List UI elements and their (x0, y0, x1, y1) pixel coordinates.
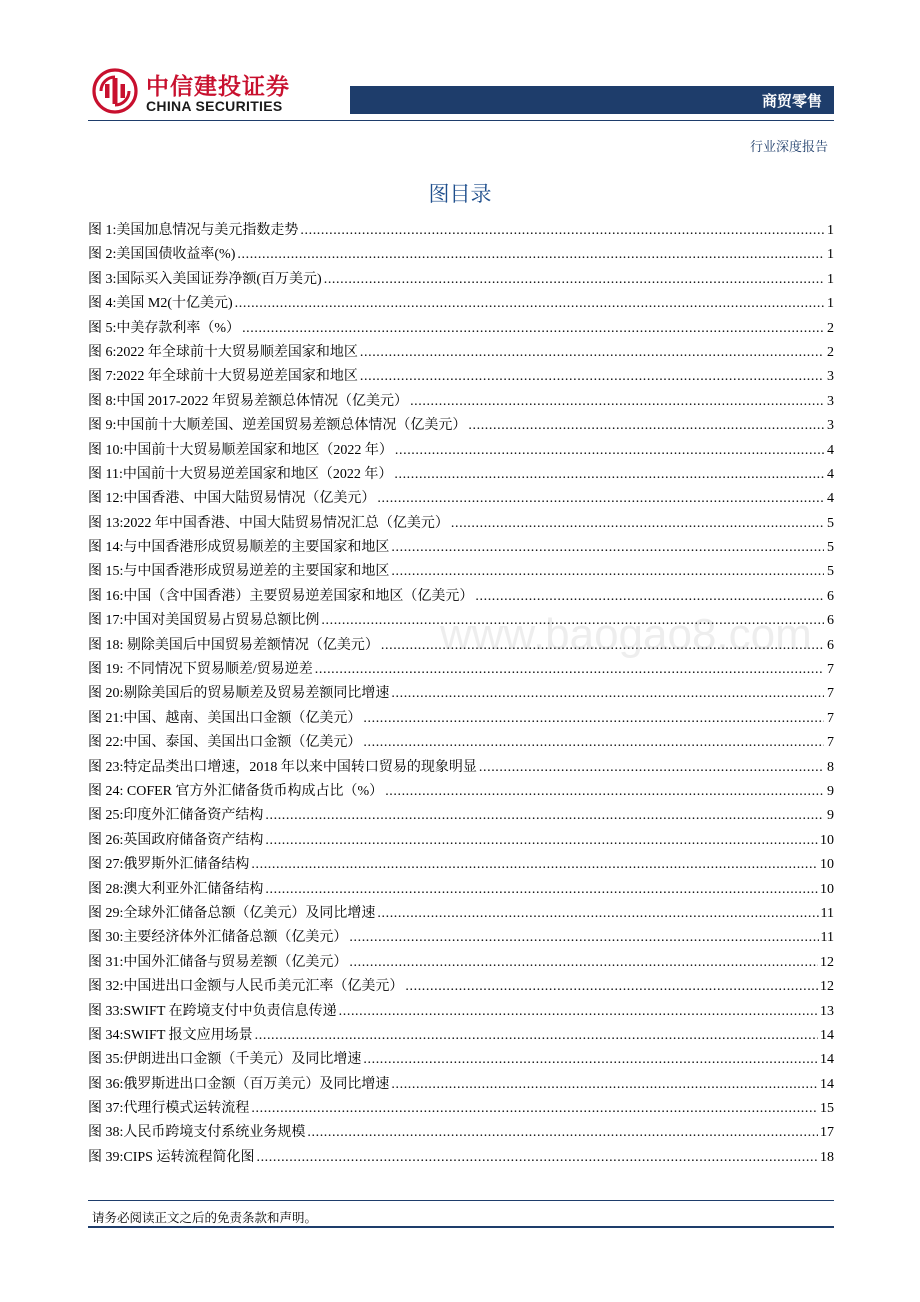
toc-entry-label: 图 16:中国（含中国香港）主要贸易逆差国家和地区（亿美元） (88, 588, 474, 604)
toc-entry-label: 图 15:与中国香港形成贸易逆差的主要国家和地区 (88, 564, 390, 580)
logo-chinese-name: 中信建投证券 (146, 74, 290, 100)
toc-entry-label: 图 23:特定品类出口增速，2018 年以来中国转口贸易的现象明显 (88, 759, 477, 775)
toc-entry-page: 18 (820, 1149, 834, 1165)
toc-entry[interactable] (88, 853, 834, 877)
toc-entry-page: 2 (827, 344, 834, 360)
toc-dot-leader (468, 418, 824, 434)
toc-entry[interactable] (88, 1073, 834, 1097)
toc-dot-leader (363, 1052, 818, 1068)
toc-entry-label: 图 8:中国 2017-2022 年贸易差额总体情况（亿美元） (88, 393, 409, 409)
toc-dot-leader (377, 491, 824, 507)
toc-dot-leader (324, 272, 824, 288)
toc-entry[interactable] (88, 829, 834, 853)
toc-entry-label: 图 7:2022 年全球前十大贸易逆差国家和地区 (88, 369, 358, 385)
toc-entry-page: 8 (827, 759, 834, 775)
toc-entry-label: 图 32:中国进出口金额与人民币美元汇率（亿美元） (88, 979, 404, 995)
toc-title: 图目录 (428, 182, 492, 206)
toc-entry[interactable] (88, 536, 834, 560)
toc-entry[interactable] (88, 317, 834, 341)
toc-entry-page: 12 (820, 979, 834, 995)
toc-entry-page: 15 (820, 1101, 834, 1117)
toc-entry-label: 图 9:中国前十大顺差国、逆差国贸易差额总体情况（亿美元） (88, 418, 467, 434)
toc-entry-page: 14 (820, 1076, 834, 1092)
toc-entry-page: 11 (820, 930, 834, 946)
toc-dot-leader (385, 784, 824, 800)
toc-entry-page: 4 (827, 442, 834, 458)
toc-entry-page: 9 (827, 783, 834, 799)
toc-entry[interactable] (88, 512, 834, 536)
toc-dot-leader (377, 906, 818, 922)
toc-entry-page: 6 (827, 588, 834, 604)
toc-entry-page: 10 (820, 857, 834, 873)
toc-dot-leader (360, 369, 824, 385)
toc-entry-label: 图 25:印度外汇储备资产结构 (88, 808, 264, 824)
toc-entry-page: 10 (820, 881, 834, 897)
toc-entry-label: 图 2:美国国债收益率(%) (88, 247, 236, 263)
toc-entry-page: 6 (827, 637, 834, 653)
toc-entry[interactable] (88, 926, 834, 950)
toc-entry-page: 13 (820, 1003, 834, 1019)
toc-entry-page: 7 (827, 686, 834, 702)
toc-entry[interactable] (88, 1000, 834, 1024)
toc-entry-label: 图 26:英国政府储备资产结构 (88, 832, 264, 848)
toc-entry[interactable] (88, 731, 834, 755)
toc-entry[interactable] (88, 487, 834, 511)
toc-entry-page: 5 (827, 540, 834, 556)
china-securities-logo-icon (92, 68, 138, 114)
footer-divider-bottom (88, 1226, 834, 1228)
toc-dot-leader (391, 686, 824, 702)
toc-entry-label: 图 31:中国外汇储备与贸易差额（亿美元） (88, 954, 348, 970)
toc-entry-label: 图 6:2022 年全球前十大贸易顺差国家和地区 (88, 344, 358, 360)
toc-entry[interactable] (88, 414, 834, 438)
toc-dot-leader (339, 1004, 818, 1020)
toc-entry-page: 17 (820, 1125, 834, 1141)
toc-dot-leader (251, 1101, 818, 1117)
toc-entry-page: 1 (827, 247, 834, 263)
toc-entry-label: 图 19: 不同情况下贸易顺差/贸易逆差 (88, 662, 313, 678)
toc-entry[interactable] (88, 243, 834, 267)
toc-dot-leader (256, 1150, 818, 1166)
toc-dot-leader (235, 296, 824, 312)
toc-entry-page: 9 (827, 808, 834, 824)
toc-entry[interactable] (88, 1024, 834, 1048)
header-divider (88, 120, 834, 121)
toc-entry[interactable] (88, 902, 834, 926)
toc-entry-label: 图 24: COFER 官方外汇储备货币构成占比（%） (88, 783, 384, 799)
toc-entry[interactable] (88, 1146, 834, 1170)
toc-dot-leader (265, 882, 818, 898)
toc-entry[interactable] (88, 756, 834, 780)
toc-entry-page: 5 (827, 515, 834, 531)
toc-entry[interactable] (88, 365, 834, 389)
toc-entry[interactable] (88, 292, 834, 316)
toc-entry-label: 图 14:与中国香港形成贸易顺差的主要国家和地区 (88, 540, 390, 556)
toc-dot-leader (410, 394, 824, 410)
watermark: www.baogao8.com (440, 610, 812, 659)
toc-dot-leader (391, 564, 824, 580)
toc-entry-label: 图 27:俄罗斯外汇储备结构 (88, 857, 250, 873)
toc-entry[interactable] (88, 804, 834, 828)
toc-entry[interactable] (88, 341, 834, 365)
toc-entry-label: 图 11:中国前十大贸易逆差国家和地区（2022 年） (88, 466, 393, 482)
toc-entry-label: 图 22:中国、泰国、美国出口金额（亿美元） (88, 735, 362, 751)
toc-entry-label: 图 37:代理行模式运转流程 (88, 1101, 250, 1117)
toc-dot-leader (360, 345, 824, 361)
toc-entry-label: 图 17:中国对美国贸易占贸易总额比例 (88, 613, 320, 629)
toc-entry[interactable] (88, 439, 834, 463)
toc-entry-page: 14 (820, 1052, 834, 1068)
toc-entry-label: 图 36:俄罗斯进出口金额（百万美元）及同比增速 (88, 1076, 390, 1092)
toc-entry-page: 10 (820, 832, 834, 848)
toc-dot-leader (265, 833, 818, 849)
toc-entry-label: 图 4:美国 M2(十亿美元) (88, 296, 233, 312)
report-type: 行业深度报告 (749, 140, 828, 155)
toc-dot-leader (251, 857, 818, 873)
toc-entry-label: 图 38:人民币跨境支付系统业务规模 (88, 1125, 306, 1141)
toc-entry-label: 图 1:美国加息情况与美元指数走势 (88, 223, 299, 238)
toc-dot-leader (349, 955, 818, 971)
toc-entry-page: 4 (827, 491, 834, 507)
toc-entry-page: 5 (827, 564, 834, 580)
footer-disclaimer: 请务必阅读正文之后的免责条款和声明。 (92, 1210, 318, 1225)
toc-entry-page: 2 (827, 320, 834, 336)
toc-entry-label: 图 29:全球外汇储备总额（亿美元）及同比增速 (88, 905, 376, 921)
toc-dot-leader (242, 321, 824, 337)
toc-dot-leader (479, 760, 824, 776)
toc-entry-page: 12 (820, 954, 834, 970)
toc-entry[interactable] (88, 975, 834, 999)
toc-dot-leader (394, 467, 824, 483)
toc-entry[interactable] (88, 219, 834, 243)
toc-entry-label: 图 12:中国香港、中国大陆贸易情况（亿美元） (88, 491, 376, 507)
toc-dot-leader (391, 1077, 818, 1093)
toc-entry-label: 图 35:伊朗进出口金额（千美元）及同比增速 (88, 1052, 362, 1068)
toc-entry[interactable] (88, 585, 834, 609)
toc-entry-label: 图 30:主要经济体外汇储备总额（亿美元） (88, 930, 348, 946)
logo-english-name: CHINA SECURITIES (146, 98, 283, 114)
toc-entry[interactable] (88, 707, 834, 731)
toc-dot-leader (395, 443, 824, 459)
figure-table-of-contents (88, 219, 834, 1170)
toc-entry-page: 3 (827, 418, 834, 434)
toc-entry[interactable] (88, 682, 834, 706)
toc-entry[interactable] (88, 268, 834, 292)
toc-entry-label: 图 39:CIPS 运转流程简化图 (88, 1149, 255, 1165)
toc-dot-leader (405, 979, 818, 995)
toc-entry-label: 图 5:中美存款利率（%） (88, 320, 241, 336)
toc-entry[interactable] (88, 780, 834, 804)
toc-entry[interactable] (88, 658, 834, 682)
toc-entry-label: 图 13:2022 年中国香港、中国大陆贸易情况汇总（亿美元） (88, 515, 449, 531)
toc-dot-leader (255, 1028, 818, 1044)
toc-dot-leader (300, 223, 824, 239)
toc-entry-page: 1 (827, 296, 834, 312)
page-header (0, 0, 920, 160)
toc-entry-page: 7 (827, 735, 834, 751)
toc-entry-label: 图 18: 剔除美国后中国贸易差额情况（亿美元） (88, 637, 379, 653)
toc-entry-label: 图 34:SWIFT 报文应用场景 (88, 1027, 253, 1043)
toc-dot-leader (363, 735, 824, 751)
toc-entry[interactable] (88, 1097, 834, 1121)
toc-dot-leader (363, 711, 824, 727)
toc-dot-leader (237, 247, 824, 263)
toc-entry-label: 图 3:国际买入美国证券净额(百万美元) (88, 271, 322, 287)
toc-dot-leader (315, 662, 824, 678)
toc-entry-label: 图 21:中国、越南、美国出口金额（亿美元） (88, 710, 362, 726)
toc-entry-page: 6 (827, 613, 834, 629)
toc-entry-page: 1 (827, 223, 834, 238)
toc-dot-leader (349, 930, 818, 946)
toc-entry-page: 3 (827, 393, 834, 409)
toc-entry-page: 3 (827, 369, 834, 385)
toc-entry-label: 图 33:SWIFT 在跨境支付中负责信息传递 (88, 1003, 337, 1019)
toc-entry[interactable] (88, 951, 834, 975)
toc-entry-label: 图 28:澳大利亚外汇储备结构 (88, 881, 264, 897)
sector-banner (350, 86, 834, 114)
toc-dot-leader (475, 589, 824, 605)
toc-entry-page: 7 (827, 710, 834, 726)
toc-entry[interactable] (88, 878, 834, 902)
toc-entry-page: 4 (827, 466, 834, 482)
toc-entry[interactable] (88, 463, 834, 487)
toc-entry[interactable] (88, 1048, 834, 1072)
toc-entry-label: 图 10:中国前十大贸易顺差国家和地区（2022 年） (88, 442, 393, 458)
footer-divider (88, 1200, 834, 1201)
toc-dot-leader (451, 516, 824, 532)
toc-entry-page: 1 (827, 271, 834, 287)
toc-dot-leader (391, 540, 824, 556)
toc-entry-page: 11 (820, 905, 834, 921)
toc-entry[interactable] (88, 390, 834, 414)
toc-dot-leader (307, 1125, 818, 1141)
toc-dot-leader (265, 808, 824, 824)
sector-label: 商贸零售 (761, 92, 822, 110)
toc-entry-page: 7 (827, 662, 834, 678)
toc-entry-label: 图 20:剔除美国后的贸易顺差及贸易差额同比增速 (88, 686, 390, 702)
toc-entry[interactable] (88, 560, 834, 584)
toc-entry-page: 14 (820, 1027, 834, 1043)
toc-entry[interactable] (88, 1121, 834, 1145)
